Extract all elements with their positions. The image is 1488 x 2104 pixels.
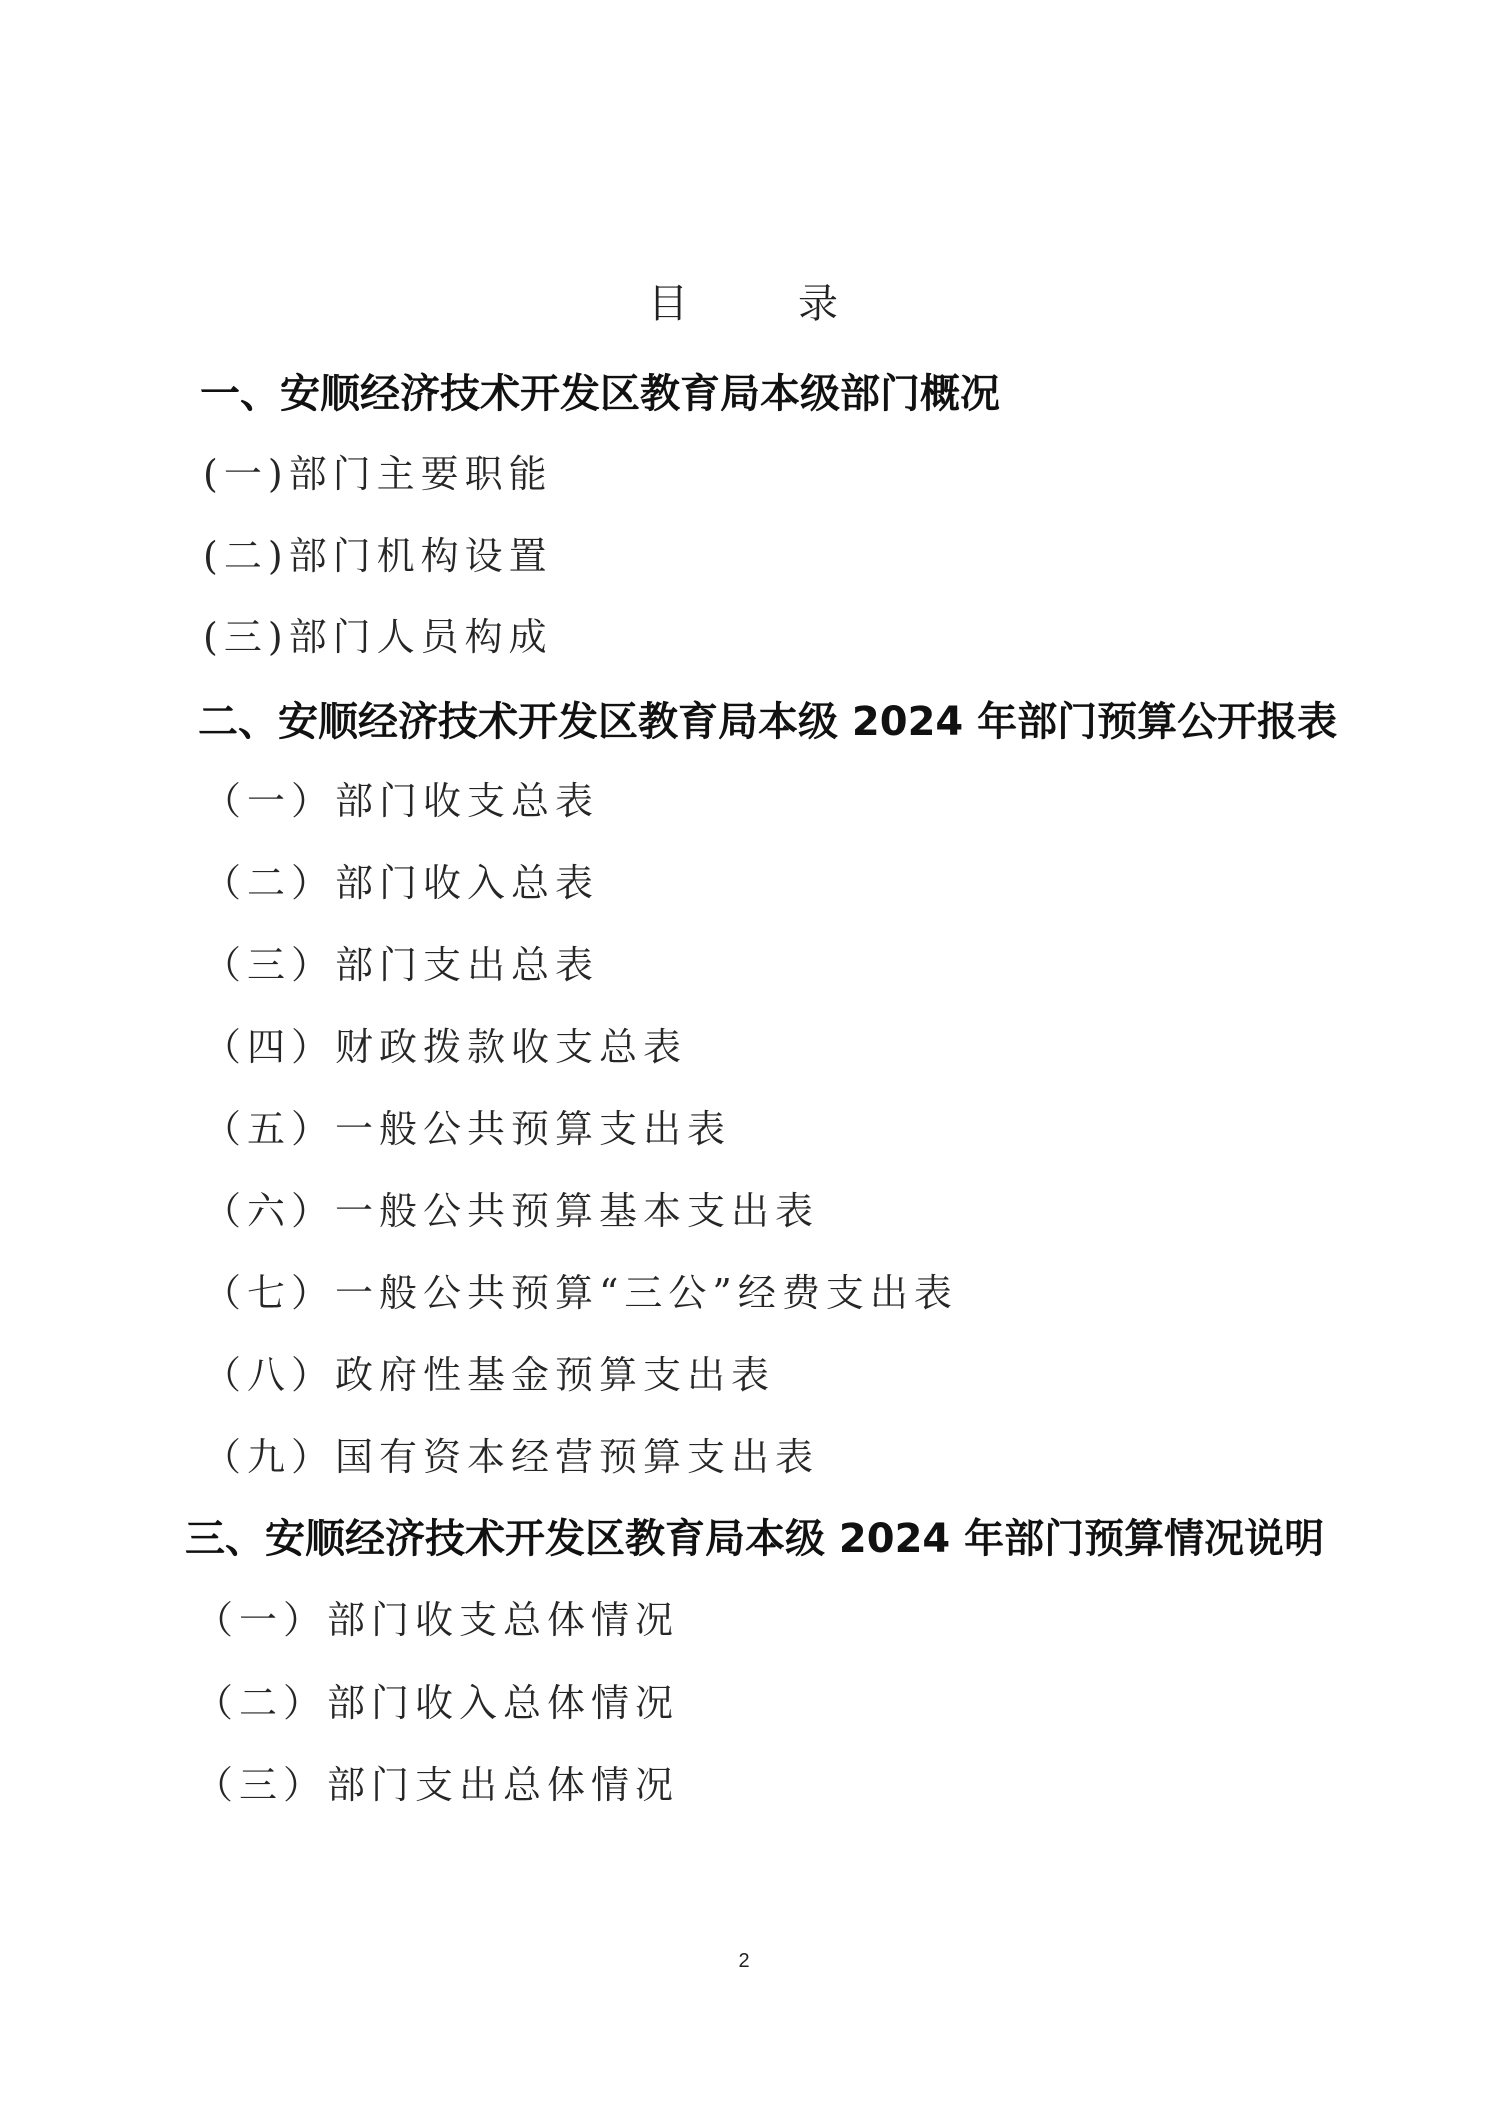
toc-section-3-heading: 三、安顺经济技术开发区教育局本级 2024 年部门预算情况说明 xyxy=(185,1516,1325,1562)
toc-section-3-item-2: （二）部门收入总体情况 xyxy=(195,1681,680,1725)
toc-section-2-item-9: （九）国有资本经营预算支出表 xyxy=(203,1435,820,1479)
toc-section-2-item-5: （五）一般公共预算支出表 xyxy=(203,1107,732,1151)
page-number: 2 xyxy=(738,1950,750,1972)
toc-section-2-item-1: （一）部门收支总表 xyxy=(203,779,600,823)
toc-title xyxy=(0,272,1488,329)
toc-section-2-item-7: （七）一般公共预算“三公”经费支出表 xyxy=(203,1271,958,1315)
toc-section-1-heading: 一、安顺经济技术开发区教育局本级部门概况 xyxy=(200,371,1000,417)
toc-section-1-item-3: (三)部门人员构成 xyxy=(203,615,553,659)
toc-section-1-item-1: (一)部门主要职能 xyxy=(203,452,553,496)
toc-section-2-heading: 二、安顺经济技术开发区教育局本级 2024 年部门预算公开报表 xyxy=(198,699,1338,745)
toc-section-1-item-2: (二)部门机构设置 xyxy=(203,534,553,578)
toc-section-3-item-1: （一）部门收支总体情况 xyxy=(195,1598,680,1642)
toc-title-char-2: 录 xyxy=(798,281,840,327)
toc-section-2-item-4: （四）财政拨款收支总表 xyxy=(203,1025,688,1069)
toc-title-char-1: 目 xyxy=(648,281,690,327)
toc-section-2-item-6: （六）一般公共预算基本支出表 xyxy=(203,1189,820,1233)
toc-section-2-item-3: （三）部门支出总表 xyxy=(203,943,600,987)
toc-section-2-item-8: （八）政府性基金预算支出表 xyxy=(203,1353,776,1397)
toc-section-3-item-3: （三）部门支出总体情况 xyxy=(195,1763,680,1807)
toc-section-2-item-2: （二）部门收入总表 xyxy=(203,861,600,905)
